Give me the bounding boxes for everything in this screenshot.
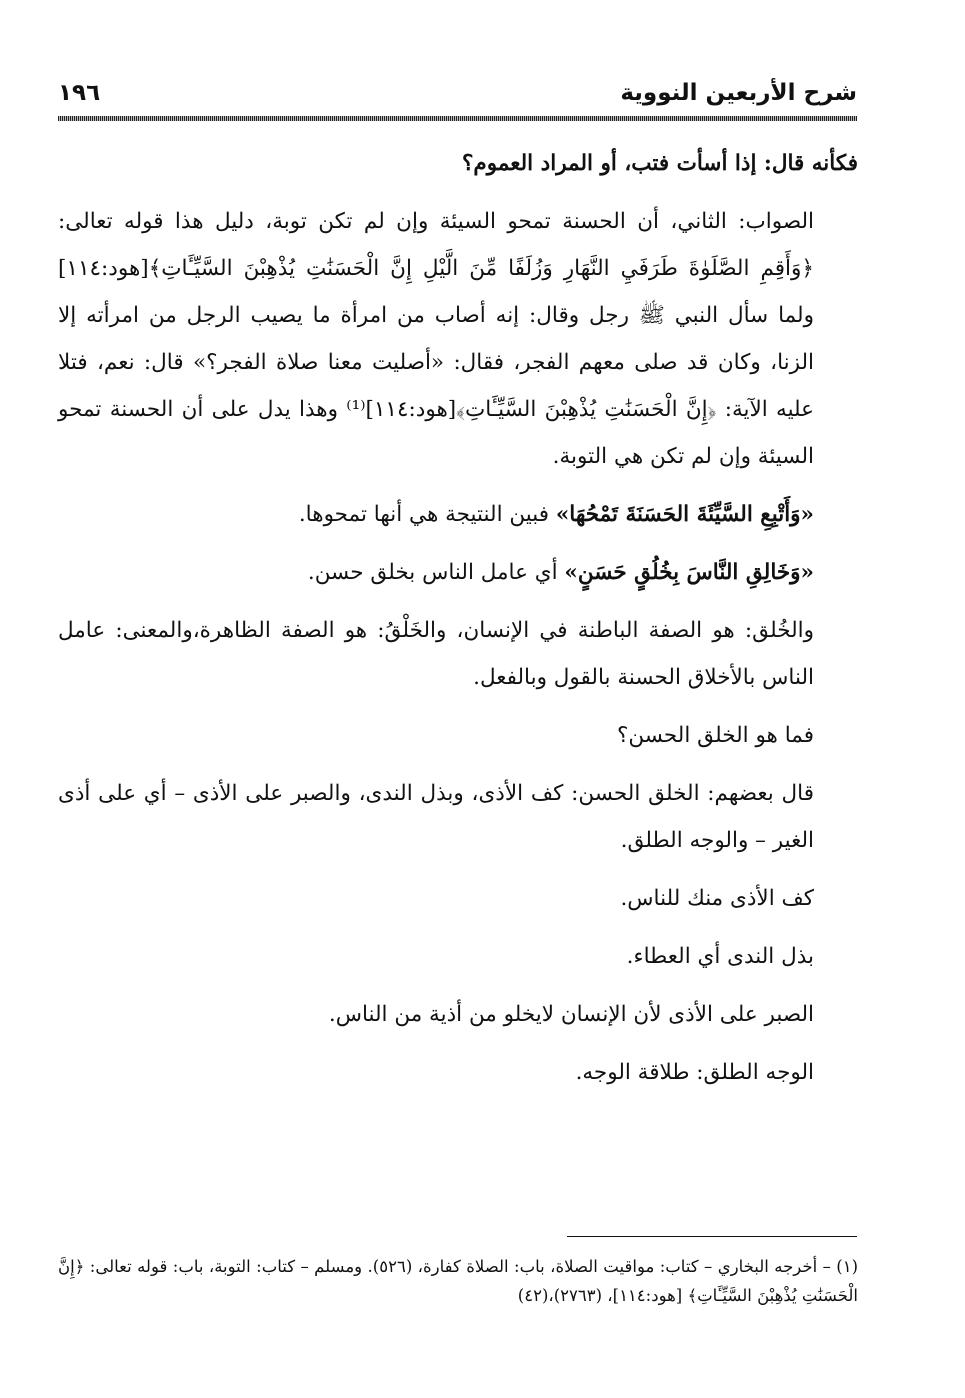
paragraph-question: فكأنه قال: إذا أسأت فتب، أو المراد العموم؟ bbox=[462, 151, 858, 176]
hadith-comment-1: فبين النتيجة هي أنها تمحوها. bbox=[298, 502, 556, 527]
paragraph-good-character: قال بعضهم: الخلق الحسن: كف الأذى، وبذل الندى، والصبر على الأذى – أي على أذى الغير – والوجه الطلق. bbox=[58, 781, 814, 853]
hadith-quote-1: «وَأَتْبِعِ السَّيِّئَةَ الحَسَنَةَ تَمْحُهَا» bbox=[555, 502, 814, 527]
paragraph-answer: الصواب: الثاني، أن الحسنة تمحو السيئة وإن لم تكن توبة، دليل هذا قوله تعالى: ﴿وَأَقِمِ الصَّلَوٰةَ طَرَفَيِ النَّهَارِ وَزُلَفًا مِّنَ الَّيْلِ إِنَّ الْحَسَنَٰتِ يُذْهِبْنَ السَّيِّـَٔاتِ﴾[هود:١١٤] ولما سأل النبي ﷺ رجل وقال: إنه أصاب من امرأة ما يصيب الرجل من امرأته إلا الزنا، وكان قد صلى معهم الفجر، فقال: «أصليت معنا صلاة الفجر؟» قال: نعم، فتلا عليه الآية: ﴿إِنَّ الْحَسَنَٰتِ يُذْهِبْنَ السَّيِّـَٔاتِ﴾[هود:١١٤]⁽¹⁾ وهذا يدل على أن الحسنة تمحو السيئة وإن لم تكن هي التوبة. bbox=[58, 209, 814, 469]
page-number: ١٩٦ bbox=[58, 80, 101, 106]
paragraph-definition: والخُلق: هو الصفة الباطنة في الإنسان، والخَلْقُ: هو الصفة الظاهرة،والمعنى: عامل الناس بالأخلاق الحسنة بالقول وبالفعل. bbox=[58, 618, 814, 690]
footnote-rule bbox=[567, 1236, 857, 1237]
paragraph-hadith-part-1 bbox=[58, 491, 858, 538]
footnote: (١) – أخرجه البخاري – كتاب: مواقيت الصلاة، باب: الصلاة كفارة، (٥٢٦). ومسلم – كتاب: التوبة، باب: قوله تعالى: ﴿إِنَّ الْحَسَنَٰتِ يُذْهِبْنَ السَّيِّـَٔاتِ﴾ [هود:١١٤]، (٢٧٦٣)،(٤٢) bbox=[58, 1257, 858, 1305]
paragraph-hadith-part-2 bbox=[58, 549, 858, 596]
paragraph-question-2: فما هو الخلق الحسن؟ bbox=[616, 723, 814, 748]
body-text bbox=[58, 140, 858, 1107]
running-header-title: شرح الأربعين النووية bbox=[620, 80, 857, 106]
header-rule bbox=[58, 116, 857, 121]
paragraph-item-3: الصبر على الأذى لأن الإنسان لايخلو من أذية من الناس. bbox=[328, 1002, 814, 1027]
paragraph-item-1: كف الأذى منك للناس. bbox=[620, 886, 814, 911]
hadith-comment-2: أي عامل الناس بخلق حسن. bbox=[307, 560, 565, 585]
hadith-quote-2: «وَخَالِقِ النَّاسَ بِخُلُقٍ حَسَنٍ» bbox=[564, 560, 814, 585]
paragraph-item-4: الوجه الطلق: طلاقة الوجه. bbox=[575, 1060, 814, 1085]
paragraph-item-2: بذل الندى أي العطاء. bbox=[626, 944, 814, 969]
